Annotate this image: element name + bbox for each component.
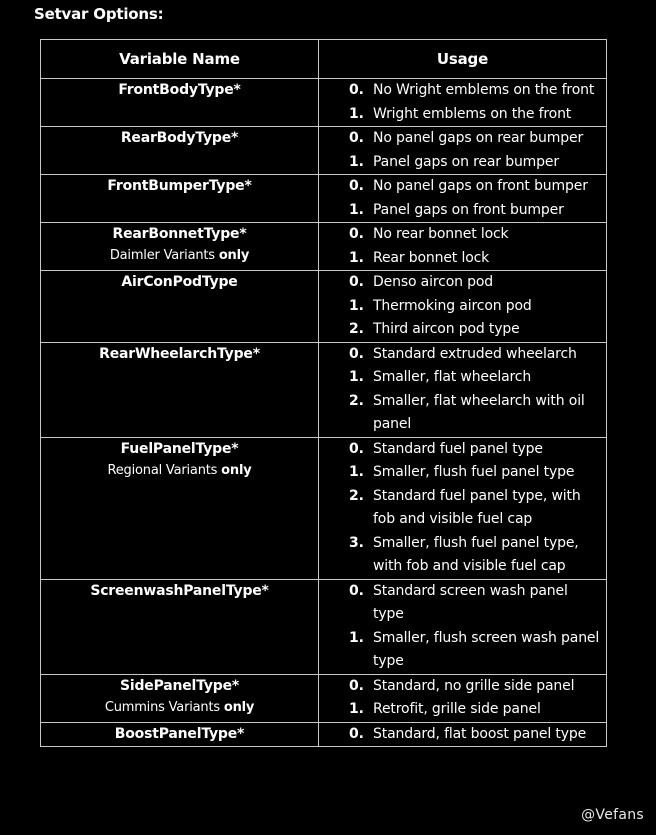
usage-option [319, 343, 606, 367]
variable-name: FrontBodyType* [118, 82, 241, 98]
option-text: Thermoking aircon pod [373, 297, 532, 314]
option-number: 1. [349, 701, 364, 717]
option-number: 3. [349, 534, 364, 551]
usage-option [319, 271, 606, 295]
option-number: 1. [349, 153, 364, 170]
table-header-row [41, 40, 607, 79]
option-number: 1. [349, 629, 364, 646]
usage-option [319, 127, 606, 151]
usage-list [319, 175, 606, 222]
option-text: Smaller, flat wheelarch [373, 369, 532, 385]
variant-note-text: Cummins Variants [104, 699, 224, 715]
option-text: Standard fuel panel type, with fob and visible fuel cap [373, 487, 581, 527]
option-text: Standard fuel panel type [373, 440, 543, 457]
option-number: 1. [349, 464, 364, 480]
option-number: 0. [349, 274, 364, 290]
variant-note-emphasis: only [221, 462, 252, 478]
table-row [41, 437, 607, 579]
variable-name-cell [41, 127, 319, 175]
option-text: Standard extruded wheelarch [373, 345, 577, 362]
variable-name: FuelPanelType* [120, 440, 239, 457]
usage-option [319, 438, 606, 462]
usage-list [319, 438, 606, 579]
usage-option [319, 675, 606, 699]
variant-note [41, 461, 318, 481]
variant-note [41, 246, 318, 266]
option-text: No panel gaps on front bumper [373, 178, 588, 194]
option-text: Smaller, flat wheelarch with oil panel [373, 392, 585, 432]
option-text: Wright emblems on the front [373, 105, 572, 122]
table-row [41, 271, 607, 343]
table-body [41, 79, 607, 747]
option-number: 0. [349, 178, 364, 194]
variant-note-text: Regional Variants [107, 462, 222, 478]
usage-option [319, 318, 606, 342]
variant-note-text: Daimler Variants [109, 248, 219, 263]
table-row [41, 674, 607, 722]
option-number: 1. [349, 105, 364, 122]
header-usage: Usage [319, 40, 607, 79]
variant-note-emphasis: only [223, 699, 255, 715]
option-text: Retrofit, grille side panel [373, 701, 541, 717]
option-text: Panel gaps on front bumper [373, 201, 564, 218]
option-text: No rear bonnet lock [373, 226, 509, 242]
usage-list [319, 127, 606, 174]
usage-option [319, 151, 606, 175]
option-text: Panel gaps on rear bumper [373, 153, 559, 170]
variable-name-cell [41, 79, 319, 127]
option-text: Standard screen wash panel type [373, 582, 568, 622]
variable-name: RearBodyType* [120, 130, 239, 146]
usage-cell [319, 674, 607, 722]
variable-name-cell [41, 722, 319, 747]
option-number: 1. [349, 201, 364, 218]
option-number: 2. [349, 487, 364, 504]
usage-option [319, 627, 606, 674]
section-heading: Setvar Options: [34, 5, 164, 23]
option-text: Standard, no grille side panel [373, 677, 575, 694]
variable-name: AirConPodType [121, 274, 238, 290]
option-text: No Wright emblems on the front [373, 82, 595, 98]
option-number: 0. [349, 82, 364, 98]
variable-name: SidePanelType* [119, 677, 240, 694]
option-text: Rear bonnet lock [373, 249, 490, 266]
usage-cell [319, 175, 607, 223]
usage-cell [319, 579, 607, 674]
option-number: 0. [349, 130, 364, 146]
usage-option [319, 223, 606, 247]
variable-name: FrontBumperType* [107, 178, 252, 194]
variable-name-cell [41, 579, 319, 674]
table-row [41, 579, 607, 674]
option-text: Smaller, flush fuel panel type [373, 464, 575, 480]
usage-option [319, 698, 606, 722]
usage-list [319, 223, 606, 270]
usage-option [319, 485, 606, 532]
variable-name: RearWheelarchType* [99, 345, 260, 362]
option-text: Third aircon pod type [373, 321, 520, 337]
usage-option [319, 79, 606, 103]
table-row [41, 127, 607, 175]
option-number: 0. [349, 345, 364, 362]
usage-option [319, 103, 606, 127]
setvar-options-table [40, 39, 607, 747]
variable-name: BoostPanelType* [114, 725, 245, 742]
table-row [41, 175, 607, 223]
variable-name: RearBonnetType* [112, 226, 247, 242]
usage-cell [319, 271, 607, 343]
usage-option [319, 461, 606, 485]
variant-note-emphasis: only [218, 248, 250, 263]
table-row [41, 223, 607, 271]
usage-cell [319, 437, 607, 579]
usage-option [319, 247, 606, 271]
watermark: @Vefans [581, 807, 644, 823]
usage-cell [319, 722, 607, 747]
header-variable-name: Variable Name [41, 40, 319, 79]
usage-option [319, 175, 606, 199]
usage-option [319, 532, 606, 579]
variable-name-cell [41, 342, 319, 437]
usage-option [319, 295, 606, 319]
variable-name-cell [41, 674, 319, 722]
usage-list [319, 723, 606, 747]
option-number: 1. [349, 297, 364, 314]
variable-name-cell [41, 271, 319, 343]
usage-option [319, 723, 606, 747]
usage-list [319, 580, 606, 674]
option-number: 2. [349, 392, 364, 409]
option-text: No panel gaps on rear bumper [373, 130, 584, 146]
usage-cell [319, 223, 607, 271]
option-number: 1. [349, 249, 364, 266]
table-row [41, 342, 607, 437]
usage-list [319, 271, 606, 342]
option-number: 0. [349, 226, 364, 242]
variable-name: ScreenwashPanelType* [90, 582, 269, 599]
option-number: 1. [349, 369, 364, 385]
option-text: Standard, flat boost panel type [373, 725, 587, 742]
option-text: Smaller, flush screen wash panel type [373, 629, 600, 669]
option-text: Smaller, flush fuel panel type, with fob and visible fuel cap [373, 534, 579, 574]
table-row [41, 79, 607, 127]
usage-option [319, 366, 606, 390]
variant-note [41, 698, 318, 718]
usage-option [319, 199, 606, 223]
option-number: 0. [349, 440, 364, 457]
usage-cell [319, 342, 607, 437]
option-number: 0. [349, 725, 364, 742]
option-number: 0. [349, 677, 364, 694]
variable-name-cell [41, 437, 319, 579]
usage-option [319, 580, 606, 627]
usage-list [319, 79, 606, 126]
table-row [41, 722, 607, 747]
variable-name-cell [41, 223, 319, 271]
option-number: 0. [349, 582, 364, 599]
option-text: Denso aircon pod [373, 274, 494, 290]
usage-list [319, 675, 606, 722]
usage-cell [319, 79, 607, 127]
option-number: 2. [349, 321, 364, 337]
usage-cell [319, 127, 607, 175]
usage-list [319, 343, 606, 437]
usage-option [319, 390, 606, 437]
variable-name-cell [41, 175, 319, 223]
